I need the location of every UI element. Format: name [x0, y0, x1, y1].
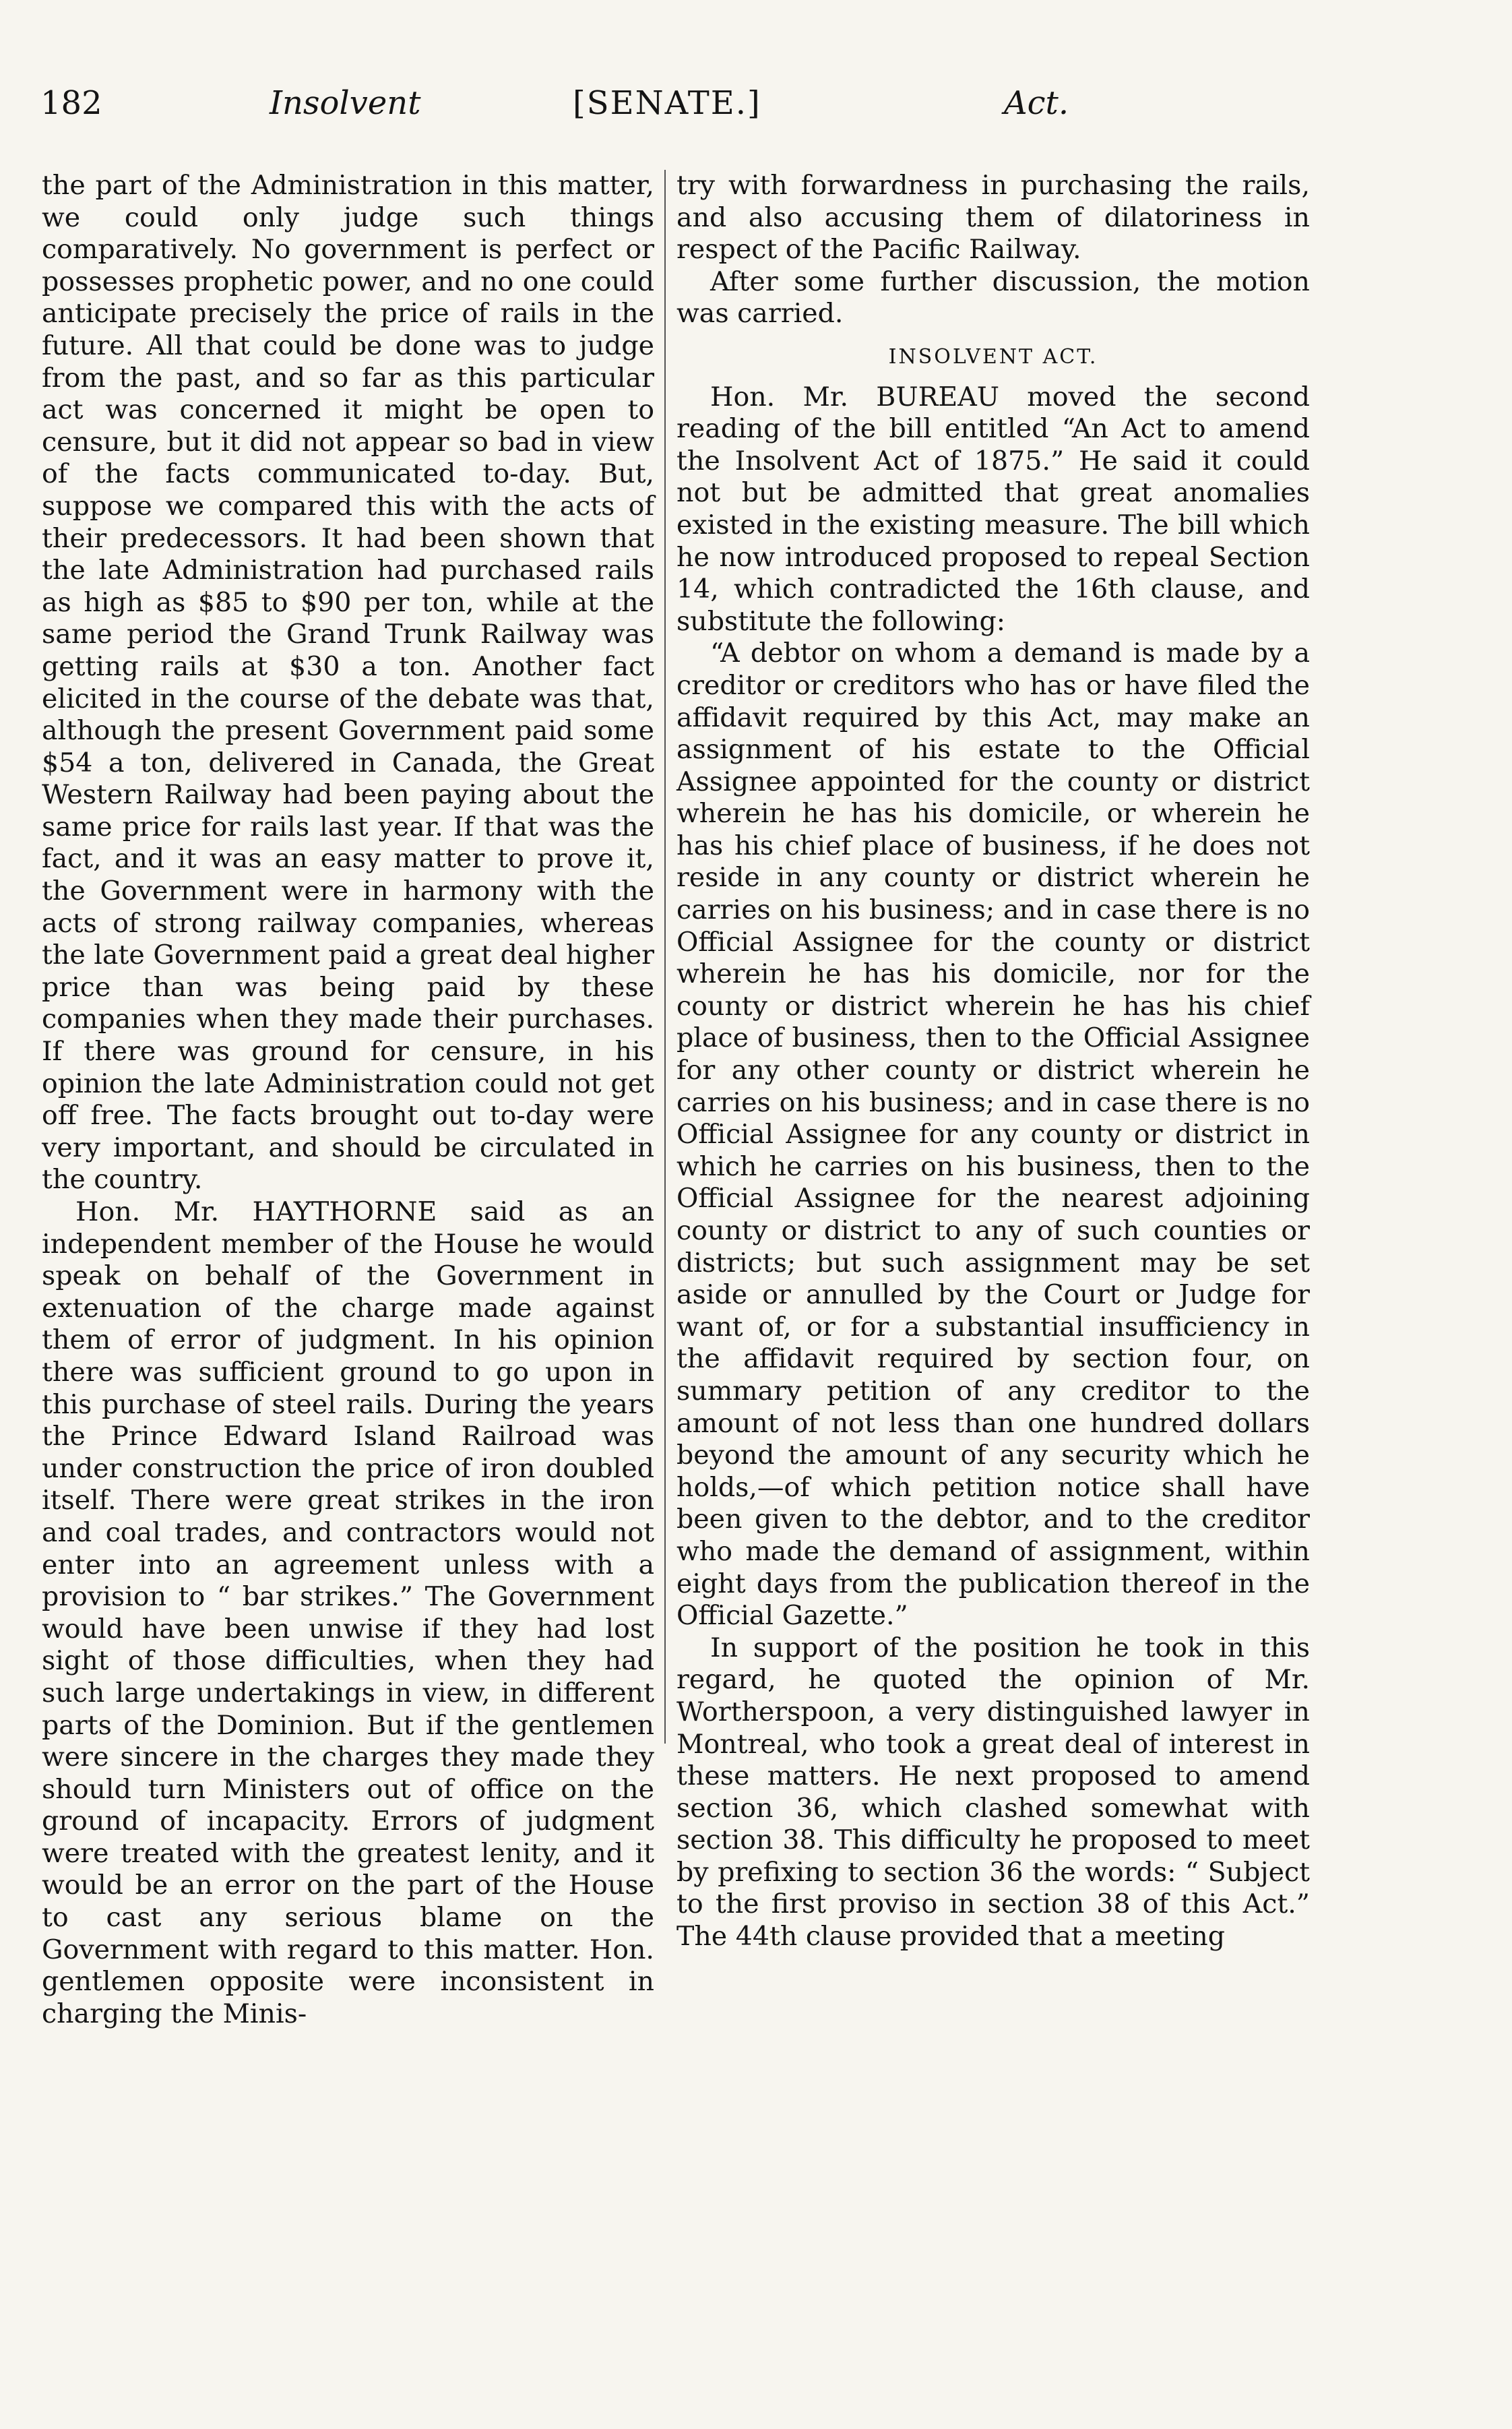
paragraph: After some further discussion, the motion was carried.	[676, 266, 1310, 330]
section-heading: INSOLVENT ACT.	[888, 344, 1098, 369]
page-number: 182	[40, 84, 102, 122]
paragraph: try with forwardness in purchasing the rails, and also accusing them of dilatoriness in respect of the Pacific Railway.	[676, 170, 1310, 266]
quoted-paragraph: “A debtor on whom a demand is made by a creditor or creditors who has or have filed the affidavit required by this Act, may make an assignment of his estate to the Official Assignee appointed for the county or district wherein he has his domicile, or wherein he has his chief place of business, if he does not reside in any county or district wherein he carries on his business; and in case there is no Official Assignee for the county or district wherein he has his domicile, nor for the county or district wherein he has his chief place of business, then to the Official Assignee for any other county or district wherein he carries on his business; and in case there is no Official Assignee for any county or district in which he carries on his business, then to the Official Assignee for the nearest adjoining county or district to any of such counties or districts; but such assignment may be set aside or annulled by the Court or Judge for want of, or for a substantial insufficiency in the affidavit required by section four, on summary petition of any creditor to the amount of not less than one hundred dollars beyond the amount of any security which he holds,—of which petition notice shall have been given to the debtor, and to the creditor who made the demand of assignment, within eight days from the publication thereof in the Official Gazette.”	[676, 638, 1310, 1632]
column-divider	[664, 170, 666, 1744]
paragraph: Hon. Mr. BUREAU moved the second reading of the bill entitled “An Act to amend the Insolvent Act of 1875.” He said it could not but be admitted that great anomalies existed in the existing measure. The bill which he now introduced proposed to repeal Section 14, which contradicted the 16th clause, and substitute the following:	[676, 381, 1310, 637]
right-column	[676, 170, 1310, 1953]
running-title-center: [SENATE.]	[573, 84, 761, 122]
running-title-right: Act.	[1004, 84, 1069, 122]
paragraph: In support of the position he took in this regard, he quoted the opinion of Mr. Wortherspoon, a very distinguished lawyer in Montreal, who took a great deal of interest in these matters. He next proposed to amend section 36, which clashed somewhat with section 38. This difficulty he proposed to meet by prefixing to section 36 the words: “ Subject to the first proviso in section 38 of this Act.” The 44th clause provided that a meeting	[676, 1632, 1310, 1953]
paragraph: the part of the Administration in this matter, we could only judge such things comparatively. No government is perfect or possesses prophetic power, and no one could anticipate precisely the price of rails in the future. All that could be done was to judge from the past, and so far as this particular act was concerned it might be open to censure, but it did not appear so bad in view of the facts communicated to-day. But, suppose we compared this with the acts of their predecessors. It had been shown that the late Administration had purchased rails as high as $85 to $90 per ton, while at the same period the Grand Trunk Railway was getting rails at $30 a ton. Another fact elicited in the course of the debate was that, although the present Government paid some $54 a ton, delivered in Canada, the Great Western Railway had been paying about the same price for rails last year. If that was the fact, and it was an easy matter to prove it, the Government were in harmony with the acts of strong railway companies, whereas the late Government paid a great deal higher price than was being paid by these companies when they made their purchases. If there was ground for censure, in his opinion the late Administration could not get off free. The facts brought out to-day were very important, and should be circulated in the country.	[42, 170, 654, 1196]
running-title-left: Insolvent	[270, 84, 421, 122]
left-column	[42, 170, 654, 2030]
paragraph: Hon. Mr. HAYTHORNE said as an independent member of the House he would speak on behalf of the Government in extenuation of the charge made against them of error of judgment. In his opinion there was sufficient ground to go upon in this purchase of steel rails. During the years the Prince Edward Island Railroad was under construction the price of iron doubled itself. There were great strikes in the iron and coal trades, and contractors would not enter into an agreement unless with a provision to “ bar strikes.” The Government would have been unwise if they had lost sight of those difficulties, when they had such large undertakings in view, in different parts of the Dominion. But if the gentlemen were sincere in the charges they made they should turn Ministers out of office on the ground of incapacity. Errors of judgment were treated with the greatest lenity, and it would be an error on the part of the House to cast any serious blame on the Government with regard to this matter. Hon. gentlemen opposite were inconsistent in charging the Minis-	[42, 1196, 654, 2029]
page-header	[40, 84, 1388, 138]
